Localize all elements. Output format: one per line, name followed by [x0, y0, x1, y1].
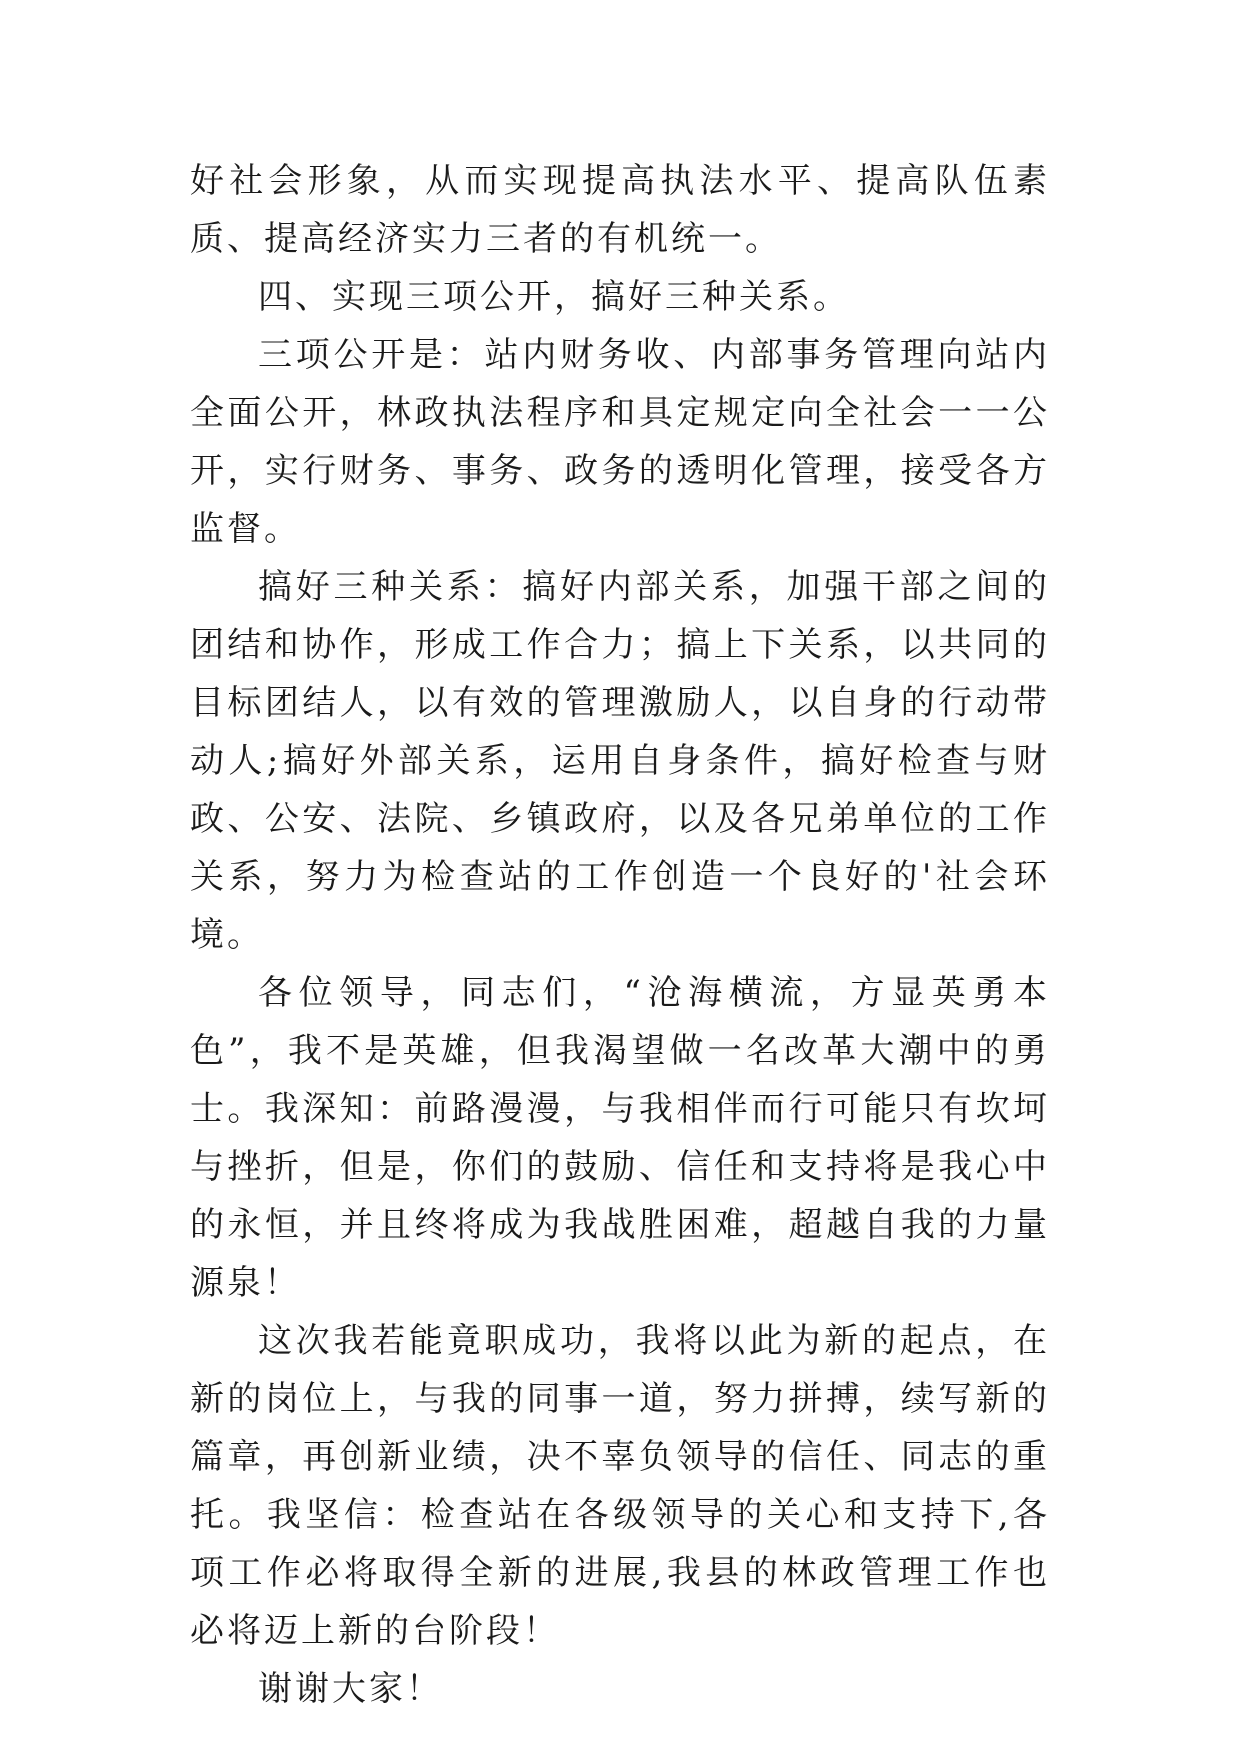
paragraph-commitment: 这次我若能竟职成功，我将以此为新的起点，在新的岗位上，与我的同事一道，努力拼搏，续写新的篇章，再创新业绩，决不辜负领导的信任、同志的重托。我坚信：检查站在各级领导的关心和支持下,各项工作必将取得全新的进展,我县的林政管理工作也必将迈上新的台阶段！	[190, 1321, 1050, 1651]
paragraph-three-relations: 搞好三种关系：搞好内部关系，加强干部之间的团结和协作，形成工作合力；搞上下关系，以共同的目标团结人，以有效的管理激励人，以自身的行动带动人;搞好外部关系，运用自身条件，搞好检查与财政、公安、法院、乡镇政府，以及各兄弟单位的工作关系，努力为检查站的工作创造一个良好的'社会环境。	[190, 567, 1050, 955]
paragraph-section-heading: 四、实现三项公开，搞好三种关系。	[258, 277, 850, 317]
paragraph-three-disclosures: 三项公开是：站内财务收、内部事务管理向站内全面公开，林政执法程序和具定规定向全社会一一公开，实行财务、事务、政务的透明化管理，接受各方监督。	[190, 335, 1050, 549]
document-body	[190, 152, 1050, 1718]
paragraph-address-leaders: 各位领导，同志们，“沧海横流，方显英勇本色”，我不是英雄，但我渴望做一名改革大潮中的勇士。我深知：前路漫漫，与我相伴而行可能只有坎坷与挫折，但是，你们的鼓励、信任和支持将是我心中的永恒，并且终将成为我战胜困难，超越自我的力量源泉！	[190, 973, 1050, 1303]
paragraph-thanks: 谢谢大家！	[258, 1669, 443, 1709]
paragraph-continued: 好社会形象，从而实现提高执法水平、提高队伍素质、提高经济实力三者的有机统一。	[190, 161, 1050, 259]
